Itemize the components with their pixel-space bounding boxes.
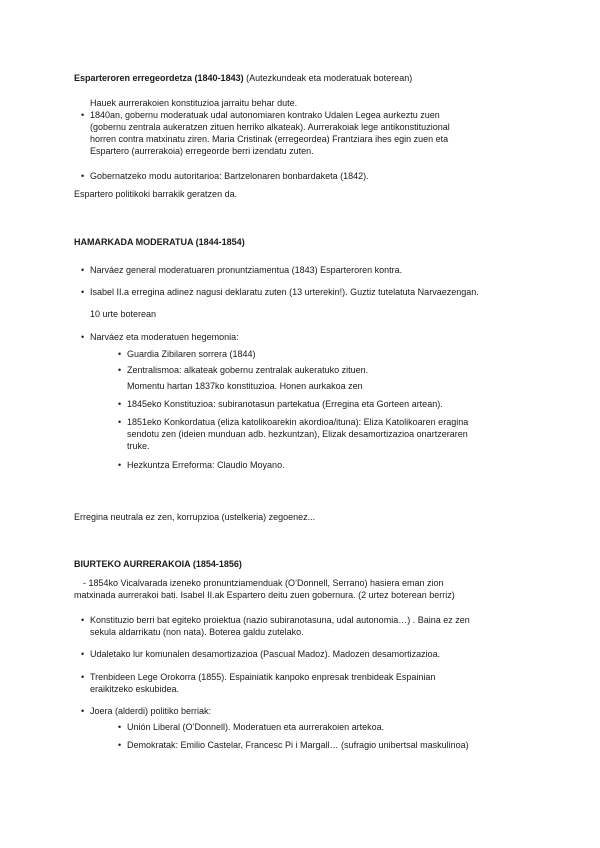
section-3-bullet-2: • Udaletako lur komunalen desamortizazioa (Pascual Madoz). Madozen desamortizazioa.: [90, 648, 440, 660]
section-2-bullet-2-continued: 10 urte boterean: [90, 309, 157, 319]
section-3-bullet-3-line-1: • Trenbideen Lege Orokorra (1855). Espainiatik kanpoko enpresak trenbideak Espainian: [90, 671, 435, 683]
section-2-sub-bullet-2: • Zentralismoa: alkateak gobernu zentralak aukeratuko zituen.: [127, 364, 368, 376]
section-1-subtitle: (Autezkundeak eta moderatuak boterean): [243, 73, 413, 83]
section-1-bullet-2: • Gobernatzeko modu autoritarioa: Bartzelonaren bonbardaketa (1842).: [90, 170, 369, 182]
section-2-sub-bullet-4-line-1: • 1851eko Konkordatua (eliza katolikoarekin akordioa/ituna): Eliza Katolikoaren eragina: [127, 416, 468, 428]
section-3-bullet-4: • Joera (alderdi) politiko berriak:: [90, 705, 211, 717]
section-2-closing: Erregina neutrala ez zen, korrupzioa (ustelkeria) zegoenez...: [74, 512, 316, 522]
section-3-bullet-1-line-1: • Konstituzio berri bat egiteko proiektua (nazio subiranotasuna, udal autonomia…) . Baina ez zen: [90, 614, 470, 626]
section-1-bullet-1-line-1: • 1840an, gobernu moderatuak udal autonomiaren kontrako Udalen Legea aurkeztu zuen: [90, 109, 440, 121]
section-1-after-text: Espartero politikoki barrakik geratzen da.: [74, 189, 238, 199]
section-2-title: HAMARKADA MODERATUA (1844-1854): [74, 237, 245, 247]
section-1-bullet-1-line-4: Espartero (aurrerakoia) erregeorde berri izendatu zuten.: [90, 146, 314, 156]
section-2-sub-bullet-4-line-3: truke.: [127, 441, 150, 451]
section-1-heading: [74, 72, 412, 84]
section-3-title: BIURTEKO AURRERAKOIA (1854-1856): [74, 559, 242, 569]
section-2-sub-bullet-3: • 1845eko Konstituzioa: subiranotasun partekatua (Erregina eta Gorteen artean).: [127, 398, 443, 410]
section-3-sub-bullet-1: • Unión Liberal (O’Donnell). Moderatuen eta aurrerakoien artekoa.: [127, 721, 384, 733]
section-1-bullet-1-line-3: horren contra matxinatu ziren. Maria Cristinak (erregeordea) Frantziara ihes egin zuen eta: [90, 134, 449, 144]
section-2-sub-bullet-4-line-2: sendotu zen (ideien munduan adb. hezkuntzan), Elizak desamortizazioa onartzeraren: [127, 429, 468, 439]
section-3-intro-line-1: - 1854ko Vicalvarada izeneko pronuntziamenduak (O’Donnell, Serrano) hasiera eman zion: [83, 578, 444, 588]
section-2-bullet-2: • Isabel II.a erregina adinez nagusi deklaratu zuten (13 urterekin!). Guztiz tutelatuta Narvaezengan.: [90, 286, 479, 298]
section-1-title: Esparteroren erregeordetza (1840-1843): [74, 73, 244, 83]
section-3-intro-line-2: matxinada aurrerakoi bati. Isabel II.ak Espartero deitu zuen gobernura. (2 urtez boterean berriz): [74, 590, 455, 600]
section-3-bullet-1-line-2: sekula aldarrikatu (non nata). Boterea galdu zutelako.: [90, 627, 304, 637]
section-3-bullet-3-line-2: eraikitzeko eskubidea.: [90, 684, 180, 694]
section-2-bullet-1: • Narváez general moderatuaren pronuntziamentua (1843) Esparteroren kontra.: [90, 264, 402, 276]
section-2-sub-bullet-2-continued: Momentu hartan 1837ko konstituzioa. Honen aurkakoa zen: [127, 381, 363, 391]
section-1-bullet-1-line-2: (gobernu zentrala aukeratzen zituen herriko alkateak). Aurrerakoiak lege antikonstituzional: [90, 122, 450, 132]
section-1-intro: Hauek aurrerakoien konstituzioa jarraitu behar dute.: [90, 98, 298, 108]
section-3-sub-bullet-2: • Demokratak: Emilio Castelar, Francesc Pi i Margall… (sufragio unibertsal maskulinoa): [127, 739, 469, 751]
section-2-bullet-3: • Narváez eta moderatuen hegemonia:: [90, 331, 239, 343]
section-2-sub-bullet-1: • Guardia Zibilaren sorrera (1844): [127, 348, 256, 360]
section-2-sub-bullet-5: • Hezkuntza Erreforma: Claudio Moyano.: [127, 459, 285, 471]
